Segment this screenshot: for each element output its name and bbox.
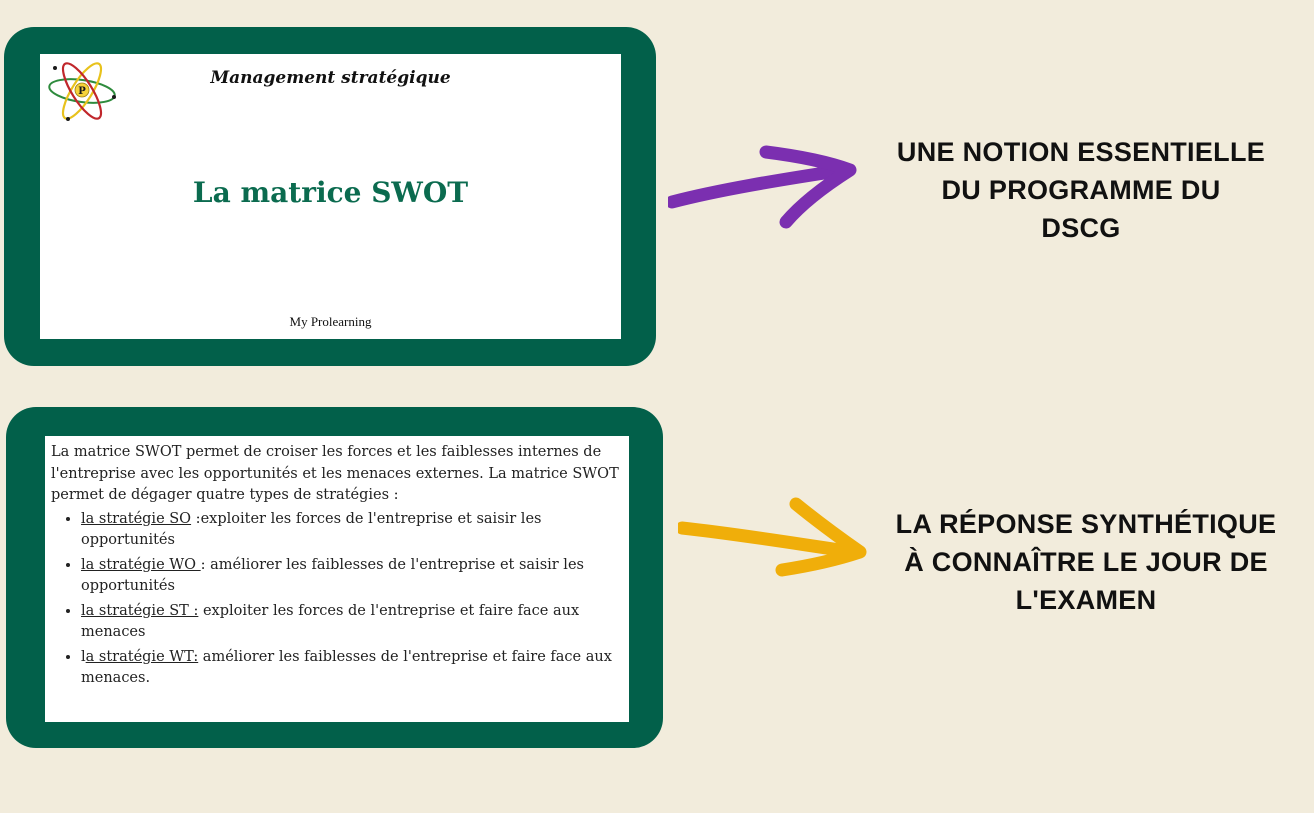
strategy-text: :exploiter les forces de l'entreprise et saisir les opportunités (81, 510, 542, 548)
logo-letter: P (78, 86, 86, 97)
slide-footer: My Prolearning (289, 314, 372, 329)
strategy-label: la stratégie SO (81, 510, 192, 527)
callout-line: LA RÉPONSE SYNTHÉTIQUE (895, 509, 1277, 539)
strategy-text: exploiter les forces de l'entreprise et faire face aux menaces (81, 602, 580, 640)
slide-subject: Management stratégique (210, 68, 451, 88)
callout-essential-notion (866, 133, 1296, 247)
arrow-right-icon (668, 144, 858, 230)
strategy-item-st (81, 601, 623, 644)
answer-intro: La matrice SWOT permet de croiser les forces et les faiblesses internes de l'entreprise avec les opportunités et les menaces externes. La matrice SWOT permet de dégager quatre types de stratégies : (51, 444, 619, 503)
callout-line: UNE NOTION ESSENTIELLE (896, 137, 1266, 167)
strategy-item-wt (81, 647, 623, 690)
callout-line: À CONNAÎTRE LE JOUR DE (904, 547, 1268, 577)
answer-slide (45, 436, 629, 722)
answer-slide-card (6, 407, 663, 748)
callout-line: DSCG (1041, 213, 1121, 243)
title-slide-card (4, 27, 656, 366)
strategy-item-wo (81, 555, 623, 598)
strategy-prefix: l (81, 648, 86, 665)
strategy-list (51, 509, 623, 690)
callout-synthetic-answer (866, 505, 1306, 619)
answer-text (51, 442, 623, 693)
callout-line: DU PROGRAMME DU (941, 175, 1221, 205)
strategy-label: la stratégie WO (81, 556, 201, 573)
strategy-label: a stratégie WT: (85, 648, 199, 665)
strategy-item-so (81, 509, 623, 552)
strategy-text: : améliorer les faiblesses de l'entreprise et saisir les opportunités (81, 556, 584, 594)
callout-line: L'EXAMEN (1015, 585, 1157, 615)
strategy-text: améliorer les faiblesses de l'entreprise et faire face aux menaces. (81, 648, 612, 686)
title-slide (40, 54, 621, 339)
slide-title: La matrice SWOT (192, 176, 469, 209)
strategy-label: la stratégie ST : (81, 602, 199, 619)
arrow-right-icon (678, 494, 868, 580)
